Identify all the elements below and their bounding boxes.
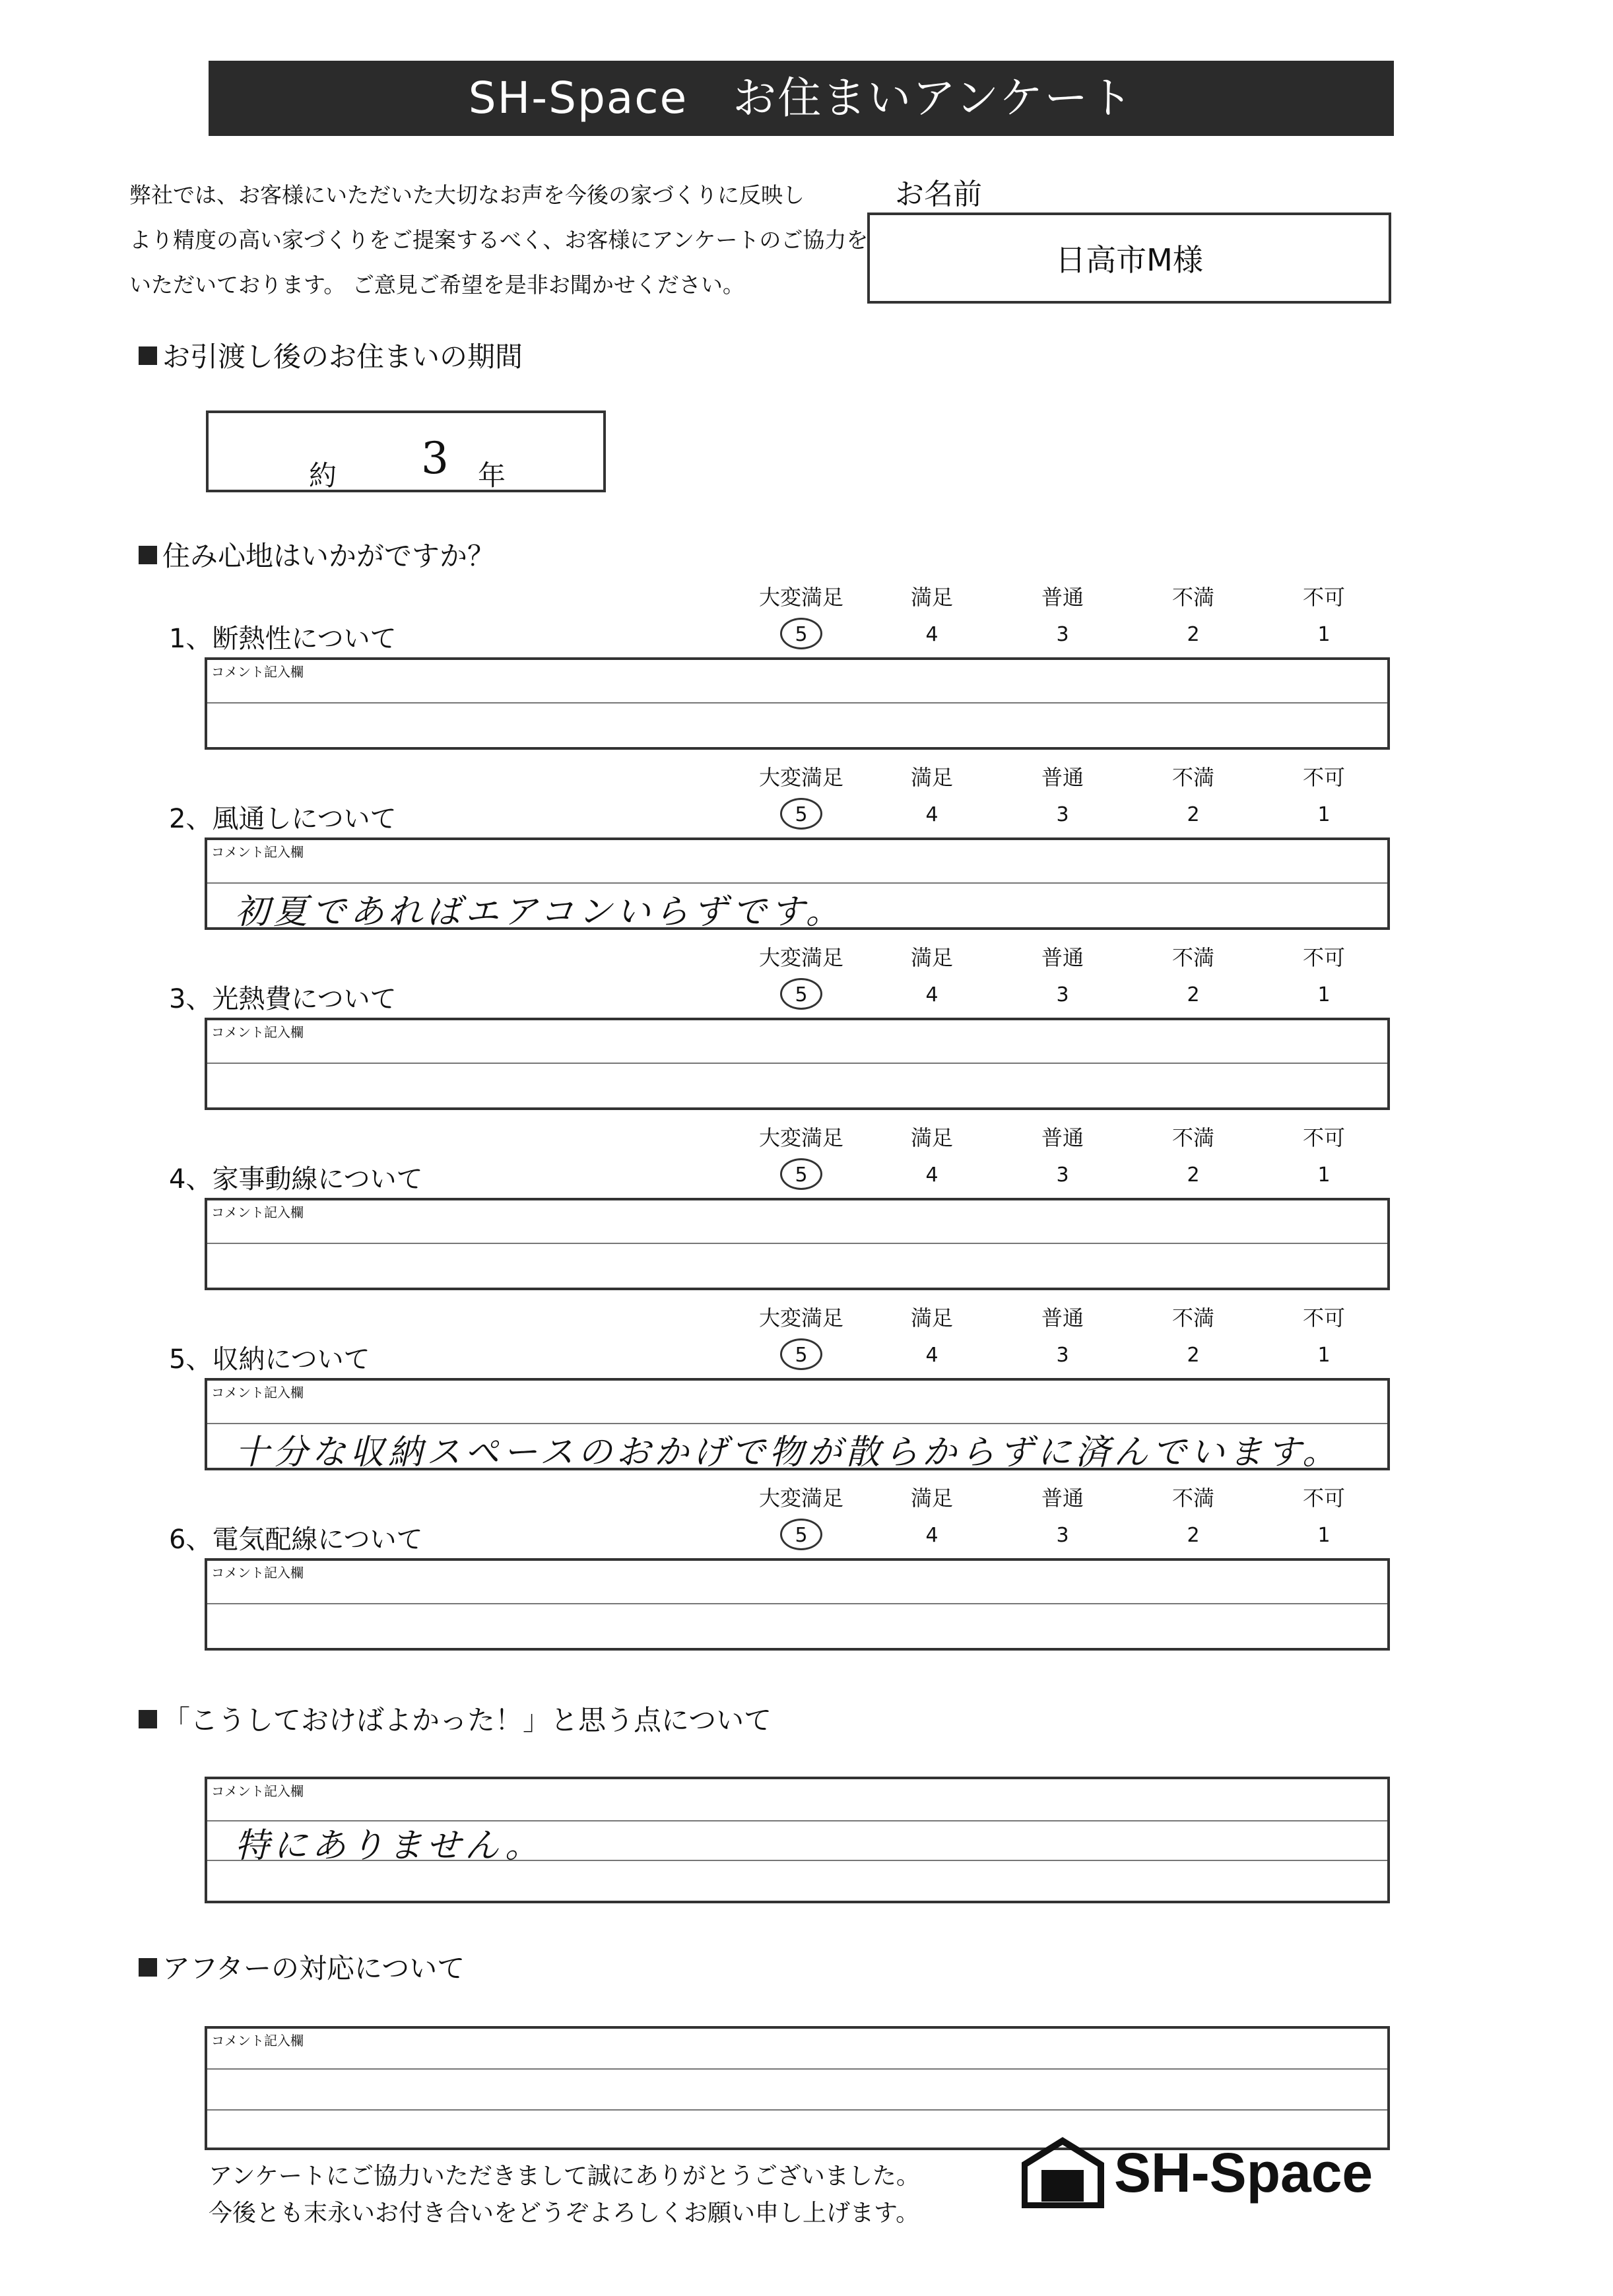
rating-option[interactable]: 4	[925, 623, 938, 646]
comment-box[interactable]	[205, 1198, 1390, 1290]
comment-rule	[207, 1243, 1387, 1244]
rating-option[interactable]: 3	[1056, 803, 1069, 826]
improve-heading	[139, 1699, 772, 1738]
comment-label: コメント記入欄	[211, 1783, 304, 1799]
rating-option[interactable]: 2	[1187, 1524, 1200, 1547]
rating-option[interactable]: 4	[925, 1344, 938, 1367]
comment-label: コメント記入欄	[211, 1024, 304, 1040]
rating-header: 満足	[910, 1305, 953, 1330]
selected-rating-circle	[780, 1158, 822, 1190]
rating-option[interactable]: 5	[795, 1524, 808, 1547]
rating-header: 不可	[1302, 1305, 1345, 1330]
page-title: SH-Space お住まいアンケート	[209, 61, 1394, 136]
question-label: 6、電気配線について	[169, 1525, 423, 1555]
period-field[interactable]	[206, 410, 606, 492]
rating-header: 大変満足	[758, 1305, 843, 1330]
rating-header: 不可	[1302, 945, 1345, 970]
brand-logo-text: SH-Space	[1114, 2142, 1373, 2204]
rating-option[interactable]: 3	[1056, 1344, 1069, 1367]
improve-heading-text: 「こうしておけばよかった！」と思う点について	[162, 1704, 772, 1736]
rating-header: 不満	[1171, 945, 1214, 970]
rating-option[interactable]: 1	[1317, 983, 1331, 1006]
comfort-heading	[139, 535, 495, 574]
comment-rule	[207, 1063, 1387, 1064]
rating-option[interactable]: 4	[925, 1524, 938, 1547]
period-value: 3	[421, 433, 449, 484]
intro-line: いただいております。 ご意見ご希望を是非お聞かせください。	[129, 272, 744, 298]
period-prefix: 約	[309, 459, 337, 492]
rating-header: 満足	[910, 765, 953, 790]
comment-box[interactable]	[205, 1558, 1390, 1651]
comment-text: 十分な収納スペースのおかげで物が散らからずに済んでいます。	[235, 1433, 1341, 1472]
selected-rating-circle	[780, 798, 822, 830]
comment-label: コメント記入欄	[211, 2033, 304, 2049]
comment-rule	[207, 2068, 1387, 2070]
rating-option[interactable]: 2	[1187, 983, 1200, 1006]
rating-header: 不満	[1171, 1305, 1214, 1330]
comment-label: コメント記入欄	[211, 844, 304, 860]
comment-box[interactable]	[205, 837, 1390, 930]
rating-option[interactable]: 1	[1317, 803, 1331, 826]
period-heading	[139, 335, 523, 375]
comment-box[interactable]	[205, 657, 1390, 750]
rating-header: 満足	[910, 585, 953, 610]
rating-header: 普通	[1041, 765, 1084, 790]
rating-option[interactable]: 5	[795, 983, 808, 1006]
after-heading-text: アフターの対応について	[162, 1952, 465, 1984]
comment-box[interactable]	[205, 1378, 1390, 1470]
square-bullet-icon	[139, 1958, 157, 1977]
selected-rating-circle	[780, 1519, 822, 1550]
rating-header: 普通	[1041, 945, 1084, 970]
comment-label: コメント記入欄	[211, 1565, 304, 1581]
comment-label: コメント記入欄	[211, 1385, 304, 1400]
question-label: 3、光熱費について	[169, 984, 397, 1014]
rating-option[interactable]: 4	[925, 803, 938, 826]
name-label: お名前	[895, 178, 982, 211]
intro-line: より精度の高い家づくりをご提案するべく、お客様にアンケートのご協力を	[129, 227, 869, 253]
rating-header: 普通	[1041, 585, 1084, 610]
rating-header: 不満	[1171, 1486, 1214, 1511]
rating-header: 大変満足	[758, 765, 843, 790]
improve-comment-box[interactable]	[205, 1777, 1390, 1903]
comfort-heading-text: 住み心地はいかがですか？	[162, 540, 496, 572]
rating-option[interactable]: 5	[795, 1164, 808, 1187]
after-comment-box[interactable]	[205, 2026, 1390, 2150]
square-bullet-icon	[139, 546, 157, 564]
comment-label: コメント記入欄	[211, 1204, 304, 1220]
rating-option[interactable]: 3	[1056, 1164, 1069, 1187]
rating-option[interactable]: 1	[1317, 1344, 1331, 1367]
rating-option[interactable]: 2	[1187, 1164, 1200, 1187]
question-label: 1、断熱性について	[169, 624, 397, 654]
rating-header: 不満	[1171, 765, 1214, 790]
rating-header: 大変満足	[758, 585, 843, 610]
selected-rating-circle	[780, 978, 822, 1010]
name-field[interactable]: 日高市M様	[867, 213, 1391, 304]
comment-label: コメント記入欄	[211, 664, 304, 680]
question-label: 4、家事動線について	[169, 1164, 423, 1195]
intro-line: 弊社では、お客様にいただいた大切なお声を今後の家づくりに反映し	[129, 182, 805, 208]
rating-header: 満足	[910, 945, 953, 970]
comment-rule	[207, 1603, 1387, 1604]
after-heading	[139, 1947, 465, 1986]
period-heading-text: お引渡し後のお住まいの期間	[162, 341, 523, 373]
rating-option[interactable]: 5	[795, 623, 808, 646]
rating-option[interactable]: 5	[795, 803, 808, 826]
rating-option[interactable]: 1	[1317, 1164, 1331, 1187]
rating-option[interactable]: 2	[1187, 623, 1200, 646]
rating-option[interactable]: 1	[1317, 623, 1331, 646]
improve-comment-text: 特にありません。	[235, 1826, 544, 1866]
rating-option[interactable]: 3	[1056, 623, 1069, 646]
rating-header: 普通	[1041, 1125, 1084, 1150]
rating-header: 不満	[1171, 1125, 1214, 1150]
comment-rule	[207, 702, 1387, 704]
rating-header: 普通	[1041, 1486, 1084, 1511]
rating-option[interactable]: 4	[925, 983, 938, 1006]
rating-option[interactable]: 5	[795, 1344, 808, 1367]
selected-rating-circle	[780, 1338, 822, 1370]
rating-option[interactable]: 4	[925, 1164, 938, 1187]
selected-rating-circle	[780, 618, 822, 649]
rating-header: 不満	[1171, 585, 1214, 610]
rating-header: 普通	[1041, 1305, 1084, 1330]
question-label: 2、風通しについて	[169, 804, 397, 834]
rating-option[interactable]: 2	[1187, 803, 1200, 826]
rating-option[interactable]: 3	[1056, 1524, 1069, 1547]
rating-header: 大変満足	[758, 945, 843, 970]
rating-header: 満足	[910, 1486, 953, 1511]
rating-header: 満足	[910, 1125, 953, 1150]
period-suffix: 年	[478, 459, 506, 492]
footer-line: 今後とも末永いお付き合いをどうぞよろしくお願い申し上げます。	[209, 2200, 920, 2227]
rating-option[interactable]: 3	[1056, 983, 1069, 1006]
square-bullet-icon	[139, 346, 157, 365]
rating-header: 大変満足	[758, 1486, 843, 1511]
intro-text	[129, 173, 875, 308]
rating-option[interactable]: 1	[1317, 1524, 1331, 1547]
rating-header: 不可	[1302, 1486, 1345, 1511]
rating-header: 大変満足	[758, 1125, 843, 1150]
comment-box[interactable]	[205, 1018, 1390, 1110]
question-label: 5、収納について	[169, 1344, 370, 1375]
rating-option[interactable]: 2	[1187, 1344, 1200, 1367]
rating-header: 不可	[1302, 1125, 1345, 1150]
comment-text: 初夏であればエアコンいらずです。	[235, 892, 844, 932]
rating-header: 不可	[1302, 765, 1345, 790]
rating-header: 不可	[1302, 585, 1345, 610]
footer-line: アンケートにご協力いただきまして誠にありがとうございました。	[209, 2163, 920, 2190]
square-bullet-icon	[139, 1710, 157, 1728]
comment-rule	[207, 2109, 1387, 2111]
footer-message	[209, 2158, 920, 2232]
